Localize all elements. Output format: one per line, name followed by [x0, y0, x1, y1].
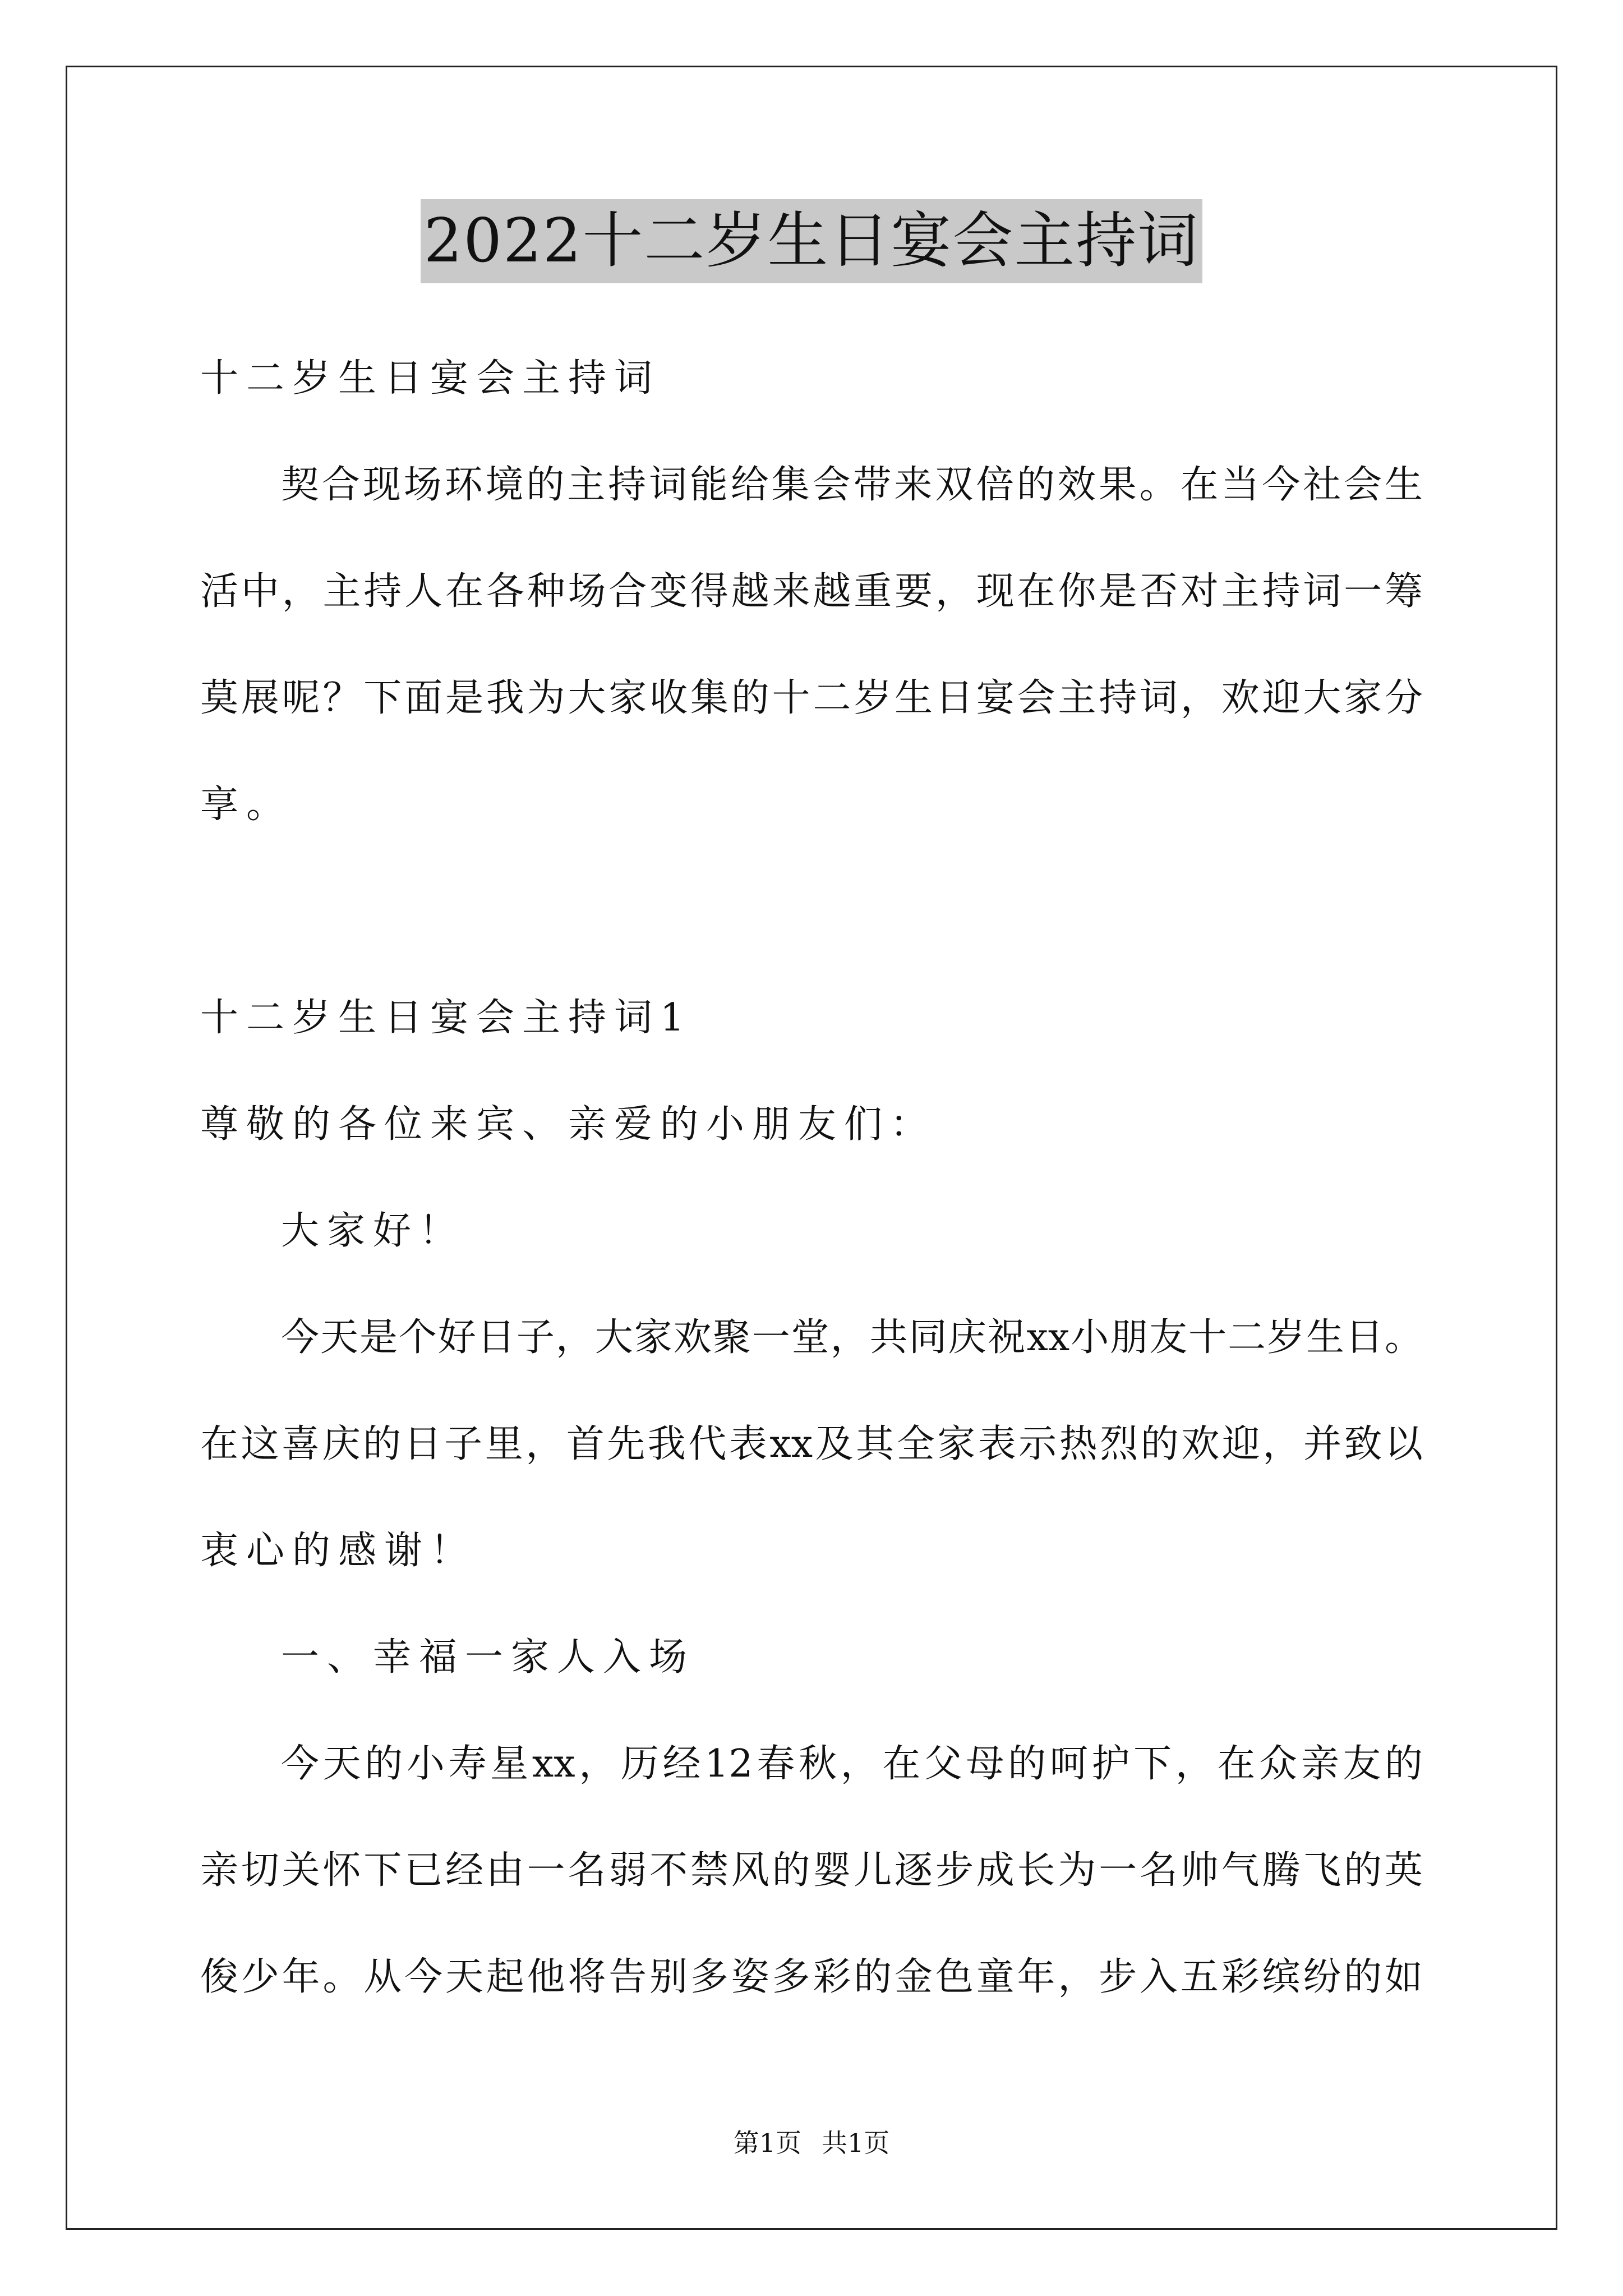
salutation: 尊敬的各位来宾、亲爱的小朋友们：	[200, 1102, 937, 1147]
para1-line-1: 今天是个好日子，大家欢聚一堂，共同庆祝xx小朋友十二岁生日。	[281, 1315, 1423, 1360]
page-number: 第1页	[733, 2128, 801, 2158]
para2-line-1: 今天的小寿星xx，历经12春秋，在父母的呵护下，在众亲友的	[281, 1742, 1423, 1786]
page-total: 共1页	[822, 2128, 890, 2158]
intro-line-2: 活中，主持人在各种场合变得越来越重要，现在你是否对主持词一筹	[200, 569, 1423, 614]
para2-line-2: 亲切关怀下已经由一名弱不禁风的婴儿逐步成长为一名帅气腾飞的英	[200, 1848, 1423, 1893]
page-footer	[0, 2126, 1623, 2160]
para1-line-3: 衷心的感谢！	[200, 1529, 477, 1573]
item-heading: 一、幸福一家人入场	[281, 1635, 695, 1680]
section-heading: 十二岁生日宴会主持词1	[200, 996, 693, 1040]
greeting: 大家好！	[281, 1209, 465, 1253]
para1-line-2: 在这喜庆的日子里，首先我代表xx及其全家表示热烈的欢迎，并致以	[200, 1422, 1423, 1466]
subtitle: 十二岁生日宴会主持词	[200, 356, 661, 401]
para2-line-3: 俊少年。从今天起他将告别多姿多彩的金色童年，步入五彩缤纷的如	[200, 1955, 1423, 1999]
intro-line-4: 享。	[200, 783, 293, 827]
intro-line-1: 契合现场环境的主持词能给集会带来双倍的效果。在当今社会生	[281, 463, 1423, 507]
title-container	[0, 199, 1623, 283]
intro-line-3: 莫展呢？下面是我为大家收集的十二岁生日宴会主持词，欢迎大家分	[200, 676, 1423, 720]
document-title: 2022十二岁生日宴会主持词	[421, 199, 1203, 283]
